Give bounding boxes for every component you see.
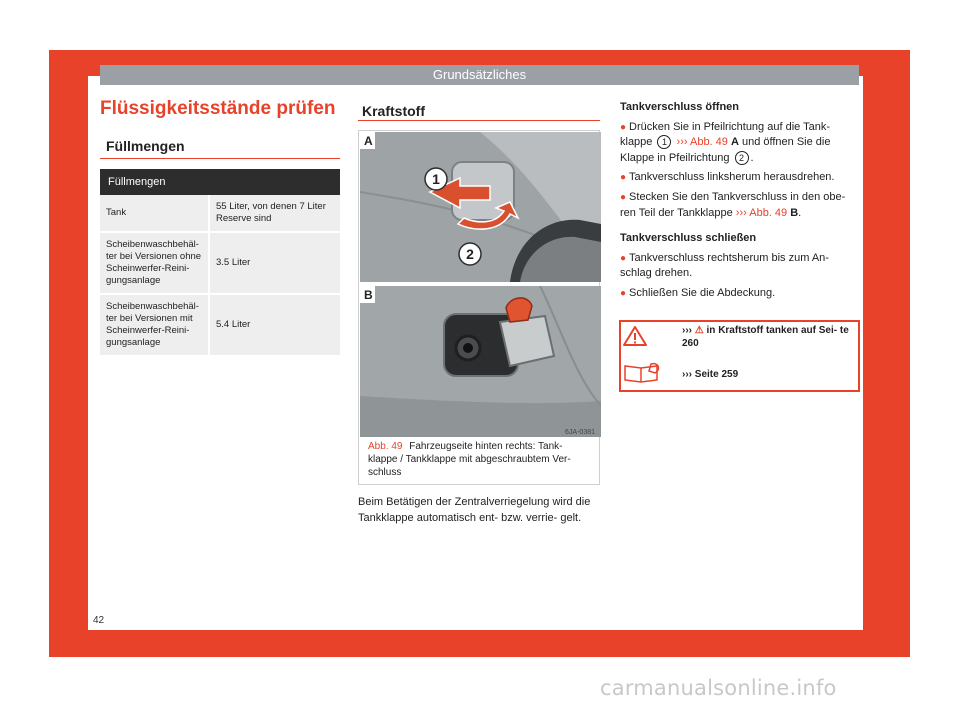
figure-label-a: A	[364, 134, 373, 148]
subsection-rule	[100, 158, 340, 159]
table-cell-value: 55 Liter, von denen 7 Liter Reserve sind	[209, 195, 340, 232]
capacities-table	[100, 169, 340, 357]
list-item: ● Stecken Sie den Tankverschluss in den obe- ren Teil der Tankklappe ››› Abb. 49 B.	[620, 191, 846, 219]
table-cell-label: Scheibenwaschbehäl- ter bei Versionen ohne Scheinwerfer-Reini- gungsanlage	[100, 232, 209, 294]
warning-triangle-icon: ⚠	[694, 325, 704, 336]
kraftstoff-rule	[358, 120, 600, 121]
fuel-flap-closed-illustration	[360, 132, 601, 282]
figure-photo-b	[360, 286, 601, 437]
callout-2: 2	[466, 246, 474, 262]
list-item: ● Tankverschluss linksherum herausdrehen.	[620, 171, 835, 184]
kraftstoff-paragraph: Beim Betätigen der Zentralverriegelung wird die Tankklappe automatisch ent- bzw. verrie- gelt.	[358, 496, 591, 524]
table-header: Füllmengen	[100, 169, 340, 195]
page-number: 42	[93, 615, 105, 626]
table-cell-label: Scheibenwaschbehäl- ter bei Versionen mit Scheinwerfer-Reini- gungsanlage	[100, 294, 209, 356]
callout-1-ref: 1	[657, 135, 671, 149]
list-item: ● Tankverschluss rechtsherum bis zum An- schlag drehen.	[620, 251, 829, 280]
bullet-icon: ●	[620, 252, 627, 264]
bullet-icon: ●	[620, 172, 627, 184]
list-item: ● Drücken Sie in Pfeilrichtung auf die Tank- klappe 1 ››› Abb. 49 A und öffnen Sie die Klappe in Pfeilrichtung 2 .	[620, 120, 831, 164]
open-title: Tankverschluss öffnen	[620, 101, 739, 113]
table-cell-value: 5.4 Liter	[209, 294, 340, 356]
warning-icon	[622, 324, 648, 348]
bullet-icon: ●	[620, 192, 627, 204]
running-header: Grundsätzliches	[100, 65, 859, 85]
table-cell-value: 3.5 Liter	[209, 232, 340, 294]
table-row	[100, 294, 340, 356]
subsection-title: Füllmengen	[106, 138, 185, 154]
bullet-icon: ●	[620, 288, 627, 300]
caption-text: Fahrzeugseite hinten rechts: Tank- klappe / Tankklappe mit abgeschraubtem Ver- schluss	[368, 441, 571, 478]
figure-label-b: B	[364, 288, 373, 302]
close-title: Tankverschluss schließen	[620, 232, 757, 245]
watermark: carmanualsonline.info	[600, 676, 837, 700]
section-title: Flüssigkeitsstände prüfen	[100, 98, 336, 119]
table-row	[100, 232, 340, 294]
tankverschluss-column	[620, 100, 860, 302]
figure-code: 6JA-0381	[565, 429, 595, 436]
table-cell-label: Tank	[100, 195, 209, 232]
callout-1: 1	[432, 171, 440, 187]
book-icon	[621, 360, 663, 384]
figure-link[interactable]: ››› Abb. 49	[735, 206, 788, 219]
figure-photo-a	[360, 132, 601, 282]
figure-caption	[368, 440, 594, 479]
kraftstoff-title: Kraftstoff	[362, 103, 425, 119]
figure-link[interactable]: ››› Abb. 49	[676, 136, 728, 149]
warning-reference[interactable]: ››› ⚠ in Kraftstoff tanken auf Sei- te 260	[682, 325, 849, 349]
bullet-icon: ●	[620, 121, 627, 133]
caption-ref: Abb. 49	[368, 441, 403, 452]
callout-2-ref: 2	[735, 151, 749, 165]
fuel-flap-open-illustration	[360, 286, 601, 437]
list-item: ● Schließen Sie die Abdeckung.	[620, 287, 776, 300]
table-row	[100, 195, 340, 232]
page-reference[interactable]: ››› Seite 259	[682, 369, 739, 380]
